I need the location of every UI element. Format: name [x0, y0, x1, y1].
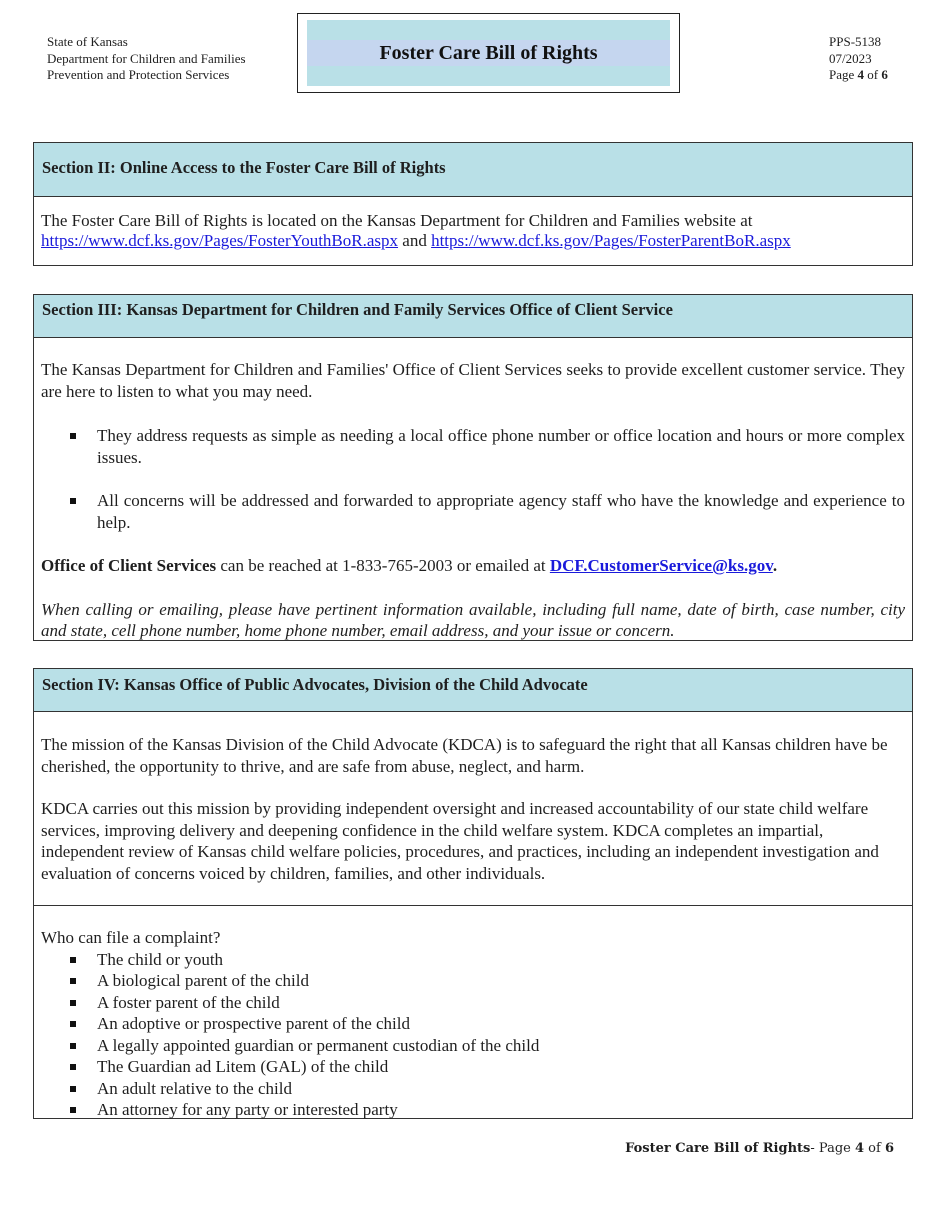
contact-end: .	[772, 556, 778, 575]
oversight-paragraph: KDCA carries out this mission by providing independent oversight and increased accountability of our state child welfare services, improving delivery and deepening confidence in the child welfare system. KDCA completes an impartial, independent review of Kansas child welfare policies, procedures, and practices, including an independent investigation and evaluation of concerns voiced by children, families, and other individuals.	[41, 799, 879, 883]
page-of: of	[867, 67, 879, 82]
complaint-filers-list	[41, 949, 905, 1121]
title-fill	[307, 20, 670, 86]
footer-of: of	[868, 1141, 881, 1156]
section-heading: Section IV: Kansas Office of Public Advocates, Division of the Child Advocate	[34, 669, 912, 712]
page-prefix: Page	[829, 67, 855, 82]
calling-note: When calling or emailing, please have pertinent information available, including full name, date of birth, case number, city and state, cell phone number, home phone number, email address, and your issue or concern.	[41, 599, 905, 640]
section-online-access	[33, 142, 913, 266]
list-item: An adult relative to the child	[41, 1078, 905, 1100]
bullet-square-icon	[70, 1021, 76, 1027]
list-item: A biological parent of the child	[41, 970, 905, 992]
bullet-square-icon	[70, 1043, 76, 1049]
bullet-square-icon	[70, 1000, 76, 1006]
title-box	[297, 13, 680, 93]
list-item: The child or youth	[41, 949, 905, 971]
contact-text: can be reached at 1-833-765-2003 or emailed at	[220, 556, 546, 575]
footer-page-text: - Page	[810, 1141, 851, 1156]
footer-title: Foster Care Bill of Rights	[625, 1141, 811, 1156]
page-total: 6	[881, 67, 888, 82]
section-heading: Section II: Online Access to the Foster Care Bill of Rights	[34, 143, 912, 197]
agency-block	[47, 34, 246, 84]
form-info	[829, 34, 888, 84]
section-divider	[34, 905, 912, 906]
foster-youth-link[interactable]: https://www.dcf.ks.gov/Pages/FosterYouthBoR.aspx	[41, 231, 399, 250]
list-item: A legally appointed guardian or permanent custodian of the child	[41, 1035, 905, 1057]
section-heading: Section III: Kansas Department for Children and Family Services Office of Client Service	[34, 295, 912, 338]
form-number: PPS-5138	[829, 34, 882, 49]
bullet-square-icon	[70, 957, 76, 963]
page-current: 4	[857, 67, 865, 82]
list-item: All concerns will be addressed and forwarded to appropriate agency staff who have the knowledge and experience to help.	[41, 490, 905, 533]
complaint-body	[34, 927, 912, 1121]
list-item: The Guardian ad Litem (GAL) of the child	[41, 1056, 905, 1078]
agency-state: State of Kansas	[47, 34, 128, 49]
page-footer	[625, 1141, 894, 1156]
bullet-square-icon	[70, 433, 76, 439]
section-body	[34, 712, 912, 905]
section-client-service	[33, 294, 913, 641]
paragraph	[41, 211, 905, 251]
bullet-square-icon	[70, 498, 76, 504]
customer-service-email-link[interactable]: DCF.CustomerService@ks.gov	[549, 556, 773, 575]
bullet-square-icon	[70, 1107, 76, 1113]
who-heading: Who can file a complaint?	[41, 928, 221, 947]
list-item: An attorney for any party or interested party	[41, 1099, 905, 1121]
form-date: 07/2023	[829, 50, 872, 66]
page-indicator	[829, 67, 888, 84]
intro-paragraph: The Kansas Department for Children and Families' Office of Client Services seeks to provide excellent customer service. They are here to listen to what you may need.	[41, 360, 905, 401]
contact-paragraph	[41, 555, 905, 577]
bullet-square-icon	[70, 1064, 76, 1070]
contact-label: Office of Client Services	[41, 556, 217, 575]
footer-page-current: 4	[854, 1141, 865, 1156]
website-text: The Foster Care Bill of Rights is located on the Kansas Department for Children and Families website at	[41, 211, 753, 230]
list-item: A foster parent of the child	[41, 992, 905, 1014]
mission-paragraph: The mission of the Kansas Division of the Child Advocate (KDCA) is to safeguard the right that all Kansas children have be cherished, the opportunity to thrive, and are safe from abuse, neglect, and harm.	[41, 735, 888, 776]
section-body	[34, 359, 912, 642]
bullet-square-icon	[70, 978, 76, 984]
list-item: An adoptive or prospective parent of the child	[41, 1013, 905, 1035]
and-text: and	[402, 231, 427, 250]
page-title: Foster Care Bill of Rights	[379, 41, 598, 64]
list-item: They address requests as simple as needing a local office phone number or office location and hours or more complex issues.	[41, 425, 905, 468]
client-service-list	[41, 425, 905, 533]
section-body	[34, 197, 912, 251]
agency-division: Prevention and Protection Services	[47, 67, 230, 82]
foster-parent-link[interactable]: https://www.dcf.ks.gov/Pages/FosterParentBoR.aspx	[431, 231, 791, 250]
agency-department: Department for Children and Families	[47, 50, 246, 66]
bullet-square-icon	[70, 1086, 76, 1092]
section-child-advocate	[33, 668, 913, 1119]
footer-page-total: 6	[884, 1141, 894, 1156]
